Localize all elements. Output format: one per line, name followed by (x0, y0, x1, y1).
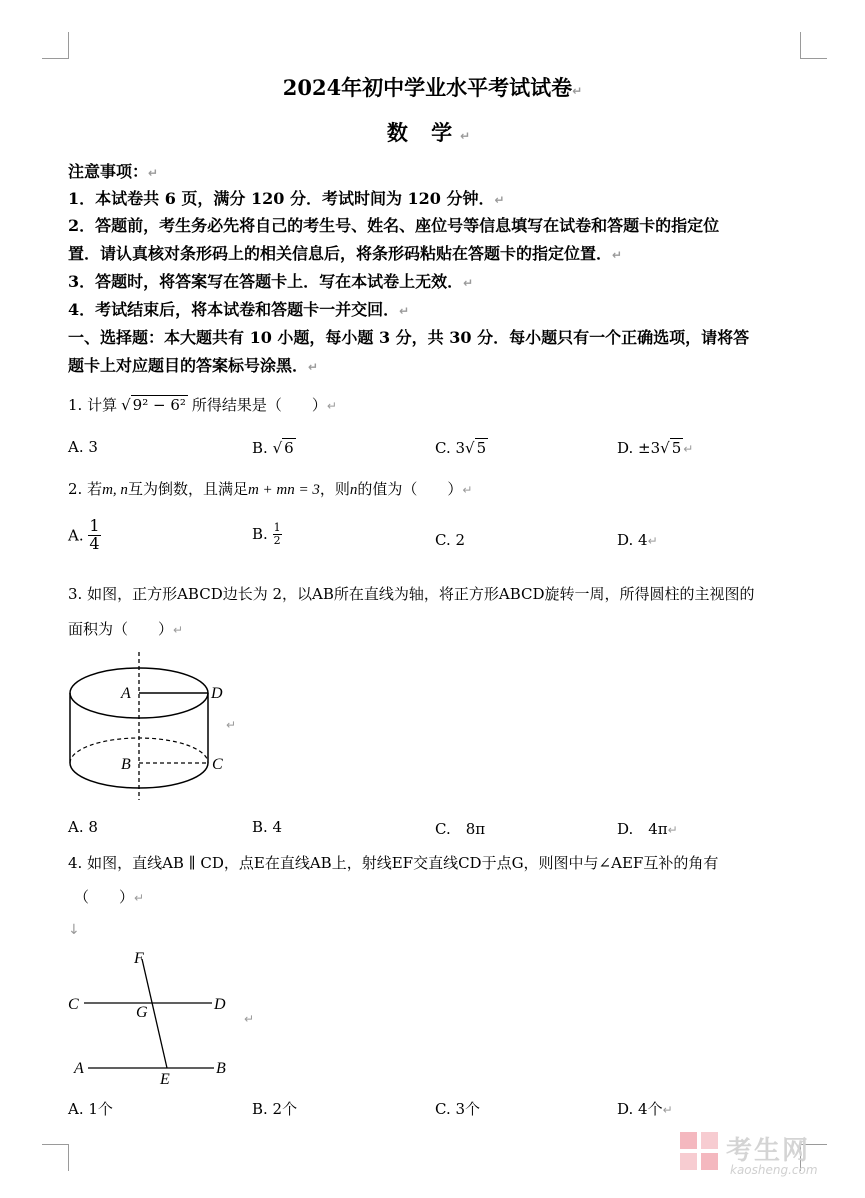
watermark-logo-icon (680, 1132, 720, 1172)
label-d: D (211, 685, 223, 702)
subject-text: 数 学 (386, 120, 461, 145)
q2-option-d[interactable]: D. 4↵ (617, 531, 658, 549)
q3-option-b[interactable]: B. 4 (252, 818, 283, 836)
q4-option-a[interactable]: A. 1个 (68, 1100, 113, 1118)
q2-option-b[interactable]: B. $\frac{1}{2}$ (252, 521, 281, 547)
q4-option-c[interactable]: C. 3个 (435, 1100, 481, 1118)
section-heading: 一、选择题：本大题共有 10 小题，每小题 3 分，共 30 分．每小题只有一个正确选项，请将答 (68, 328, 750, 347)
q1-option-a[interactable]: A. 3 (68, 438, 98, 456)
label-c: C (212, 756, 223, 773)
q3-option-d[interactable]: D. 4π↵ (617, 820, 678, 838)
q4-option-d[interactable]: D. 4个↵ (617, 1100, 673, 1118)
parallel-lines-figure (62, 945, 242, 1090)
q2-option-a[interactable]: A. $\frac{1}{4}$ (68, 516, 100, 553)
section-heading-cont: 题卡上对应题目的答案标号涂黑．↵ (68, 356, 319, 375)
q1-option-c[interactable]: C. 3√ 5 (435, 439, 487, 457)
cylinder-figure (62, 650, 242, 805)
notice-item-3: 3．答题时，将答案写在答题卡上．写在本试卷上无效．↵ (68, 272, 474, 291)
question-4-cont: （ ）↵ (74, 888, 145, 906)
paragraph-mark: ↵ (572, 84, 583, 98)
q4-option-b[interactable]: B. 2个 (252, 1100, 298, 1118)
notice-item-2: 2．答题前，考生务必先将自己的考生号、姓名、座位号等信息填写在试卷和答题卡的指定位 (68, 216, 720, 235)
sqrt-expression: √ 9² − 6² (121, 396, 186, 414)
subject-title (0, 117, 865, 147)
notice-heading: 注意事项：↵ (68, 162, 159, 181)
label-e: E (160, 1071, 170, 1088)
label-g: G (136, 1004, 148, 1021)
line-break-mark: ↓ (68, 922, 80, 938)
label-a: A (74, 1060, 84, 1077)
question-4: 4. 如图，直线AB ∥ CD，点E在直线AB上，射线EF交直线CD于点G，则图中与∠AEF互补的角有 (68, 854, 719, 872)
crop-mark-bottom-left (42, 1144, 69, 1171)
question-1: 1. 计算 √ 9² − 6² 所得结果是（ ）↵ (68, 396, 337, 414)
label-a: A (121, 685, 131, 702)
crop-mark-top-right (800, 32, 827, 59)
title-text: 2024年初中学业水平考试试卷 (282, 75, 573, 100)
label-b: B (216, 1060, 226, 1077)
question-3: 3. 如图，正方形ABCD边长为 2，以AB所在直线为轴，将正方形ABCD旋转一周，所得圆柱的主视图的 (68, 585, 755, 603)
label-c: C (68, 996, 79, 1013)
question-3-cont: 面积为（ ）↵ (68, 620, 184, 638)
watermark (680, 1130, 840, 1180)
crop-mark-top-left (42, 32, 69, 59)
notice-item-2-cont: 置．请认真核对条形码上的相关信息后，将条形码粘贴在答题卡的指定位置．↵ (68, 244, 623, 263)
q3-option-a[interactable]: A. 8 (68, 818, 98, 836)
watermark-brand: 考生网 (726, 1136, 811, 1166)
q1-option-b[interactable]: B. √ 6 (252, 439, 294, 457)
q1-option-d[interactable]: D. ±3√ 5 ↵ (617, 439, 694, 457)
page-title (0, 72, 865, 102)
paragraph-mark: ↵ (460, 129, 479, 143)
label-d: D (214, 996, 226, 1013)
q3-option-c[interactable]: C. 8π (435, 820, 486, 838)
figure-paragraph-mark: ↵ (226, 718, 237, 732)
figure-paragraph-mark: ↵ (244, 1012, 255, 1026)
label-b: B (121, 756, 131, 773)
notice-item-4: 4．考试结束后，将本试卷和答题卡一并交回．↵ (68, 300, 410, 319)
q2-option-c[interactable]: C. 2 (435, 531, 466, 549)
label-f: F (134, 950, 144, 967)
question-2: 2. 若m, n互为倒数，且满足m + mn = 3，则n的值为（ ）↵ (68, 480, 473, 498)
watermark-url: kaosheng.com (730, 1163, 818, 1177)
notice-item-1: 1．本试卷共 6 页，满分 120 分．考试时间为 120 分钟．↵ (68, 189, 505, 208)
